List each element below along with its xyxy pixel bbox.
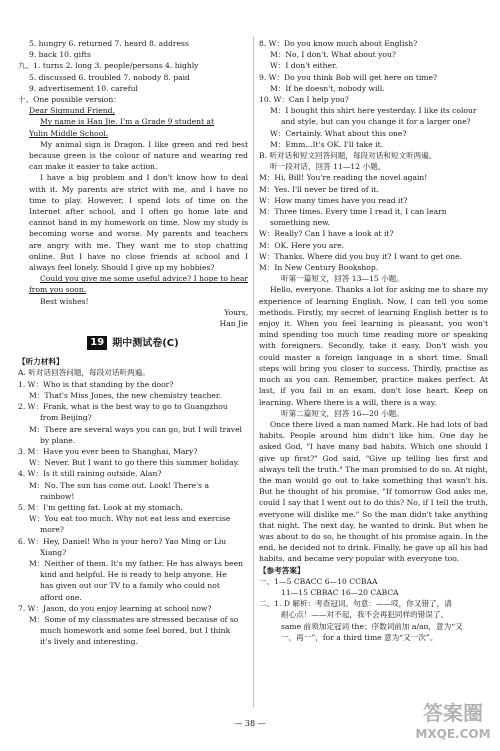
letter-signoff: Yours, [224,307,248,317]
dialogue-line: M：No, I don't. What about you? [270,50,396,60]
answer-line: 9. back 10. gifts [29,50,91,60]
sub-instruction: 听第一篇短文，回答 13—15 小题。 [281,274,404,284]
letter-closing: Best wishes! [40,296,89,306]
answer-explanation: 耐心点！——对不起，我不会再犯同样的错误了。 [281,610,449,620]
dialogue-line: 6. W：Hey, Daniel! Who is your hero? Yao Ming or Liu [18,536,227,546]
letter-signature: Han Jie [219,319,248,329]
letter-salutation: Dear Sigmund Friend, [29,106,115,116]
answer-key-line: 一、1—5 CBACC 6—10 CCBAA [259,576,378,586]
answer-line: 5. discussed 6. troubled 7. nobody 8. paid [29,72,190,82]
dialogue-line: by plane. [40,435,76,445]
sub-instruction: 听一段对话，回答 11—12 小题。 [270,162,386,172]
answer-key-line: 11—15 CBBAC 16—20 CABCA [281,587,399,597]
column-divider [253,36,254,708]
dialogue-line: 8. W：Do you know much about English? [259,39,418,48]
dialogue-line: 7. W：Jason, do you enjoy learning at school now? [18,603,212,613]
section-instruction: B. 听对话和短文回答问题，每段对话和短文听两遍。 [259,151,437,161]
dialogue-line: M：No. The sun has come out. Look! There's a [29,480,209,490]
dialogue-line: 10. W：Can I help you? [259,95,349,105]
page-number: — 38 — [234,719,266,728]
passage-paragraph: Once there lived a man named Mark. He had lots of bad habits. People around him didn't like him. One day he asked God, "I have many bad habits. Which one should I give up first?" God said, "Give up telling lies first and always tell the truth." The man promised to do so. At night, the man would go out to take something that wasn't his. But he thought of his promise, "If tomorrow God asks me, could I say that I went out to do this? No, if I tell the truth, everyone will dislike me." So the man didn't take anything that night. The next day, he wanted to drink. But when he was about to do so, he thought of his promise again. In the end, he decided not to drink. Finally, he gave up all his bad habits, and became very popular with everyone too. [259,419,488,564]
dialogue-line: M：In New Century Bookshop. [259,263,379,273]
dialogue-line: and style, but can you change it for a larger one? [281,117,471,127]
sub-instruction: 听第二篇短文，回答 16—20 小题。 [281,408,404,418]
dialogue-line: W：Never. But I want to go there this summer holiday. [29,458,240,468]
right-column [259,38,488,643]
dialogue-line: something new. [270,218,331,228]
dialogue-line: M：That's Miss Jones, the new chemistry teacher. [29,390,222,400]
dialogue-line: more? [40,525,64,535]
dialogue-line: 3. M：Have you ever been to Shanghai, Mary? [18,446,198,456]
letter-paragraph: Could you give me some useful advice? I hope to hear from you soon. [29,274,248,295]
dialogue-line: 4. W：Is it still raining outside, Alan? [18,469,162,479]
dialogue-line: M：OK. Here you are. [259,240,344,250]
letter-paragraph: My animal sign is Dragon. I like green and red best because green is the colour of nature and wearing red can make it easier to take action. [29,139,248,172]
dialogue-line: has given out our TV to a family who could not [40,581,220,591]
dialogue-line: Xiang? [40,547,67,557]
dialogue-line: W：You eat too much. Why not eat less and exercise [29,514,231,524]
page-title: 期中测试卷(C) [112,337,179,349]
dialogue-line: from Beijing? [40,413,92,423]
dialogue-line: rainbow! [40,491,75,501]
dialogue-line: W：Certainly. What about this one? [270,128,407,138]
dialogue-line: M：Hi, Bill! You're reading the novel again! [259,173,428,183]
dialogue-line: M：Emm...It's OK. I'll take it. [270,139,384,149]
answer-line: 九、1. turns 2. long 3. people/persons 4. highly [18,61,199,71]
dialogue-line: W：Really? Can I have a look at it? [259,229,394,239]
section-instruction: A. 听对话回答问题，每段对话听两遍。 [18,368,150,378]
dialogue-line: afford one. [40,592,82,602]
watermark-text-url: MXQE.COM [415,727,491,741]
dialogue-line: W：How many times have you read it? [259,195,408,205]
watermark-logo [412,690,494,746]
unit-number-badge: 19 [87,336,107,350]
dialogue-line: kind and helpful. He is ready to help anyone. He [40,570,227,580]
dialogue-line: 9. W：Do you think Bob will get here on time? [259,72,438,82]
dialogue-line: it's lively and interesting. [40,637,138,647]
dialogue-line: much homework and some feel bored, but I think [40,626,231,636]
dialogue-line: M：Yes. I'll never be tired of it. [259,184,379,194]
letter-line: Yulin Middle School. [29,128,108,138]
dialogue-line: M：Some of my classmates are stressed because of so [29,614,239,624]
answer-line: 5. hungry 6. returned 7. heard 8. address [29,39,189,48]
answer-line: 9. advertisement 10. careful [29,83,138,93]
answer-explanation: 一，再一”，for a third time 意为“又一次”。 [281,632,438,642]
letter-line: My name is Han Jie. I'm a Grade 9 student at [40,117,215,127]
passage-paragraph: Hello, everyone. Thanks a lot for asking me to share my experience of learning English. Now, I can tell you some methods. Firstly, my secret of learning English better is to enjoy it. When you feel learning is pleasant, you won't mind spending too much time reading more or speaking with foreigners. Secondly, take it easy. Don't wish you could master a foreign language in a short time. Small steps will bring you closer to success. Thirdly, practise as much as you can. Remember, practice makes perfect. At last, if you fail in an exam, don't lose heart. Keep on learning. Where there is a will, there is a way. [259,285,488,407]
dialogue-line: M：Neither of them. It's my father. He has always been [29,558,244,568]
left-column [18,38,248,648]
dialogue-line: W：Thanks. Where did you buy it? I want to get one. [259,251,463,261]
test-title [18,334,248,352]
dialogue-line: M：If he doesn't, nobody will. [270,83,385,93]
dialogue-line: 1. W：Who is that standing by the door? [18,379,174,389]
section-label: 【参考答案】 [259,565,305,575]
dialogue-line: M：Three times. Every time I read it, I can learn [259,207,447,217]
answer-explanation: 二、1. D 解析：考查冠词。句意：——哎，你又错了，请 [259,599,452,609]
answer-explanation: same 前须加定冠词 the；序数词前加 a/an，意为“又 [281,621,463,631]
dialogue-line: M：I bought this shirt here yesterday. I like its colour [270,106,477,116]
dialogue-line: 2. W：Frank, what is the best way to go to Guangzhou [18,402,228,412]
dialogue-line: M：There are several ways you can go, but I will travel [29,424,242,434]
section-label: 【听力材料】 [18,357,64,367]
section-heading: 十、One possible version： [18,95,121,105]
dialogue-line: 5. M：I'm getting fat. Look at my stomach. [18,502,183,512]
letter-paragraph: I have a big problem and I don't know how to deal with it. My parents are strict with me, and I have no time to play. However, I spend lots of time on the Internet after school, and I often go home late and cannot hand in my homework on time. Now my study is becoming worse and worse. My parents and teachers are angry with me. They want me to stop chatting online. But I have no close friends at school and I always feel lonely. Should I give up my hobbies? [29,173,248,273]
watermark-text-main: 答案圈 [423,701,483,725]
dialogue-line: W：I don't either. [270,61,338,71]
